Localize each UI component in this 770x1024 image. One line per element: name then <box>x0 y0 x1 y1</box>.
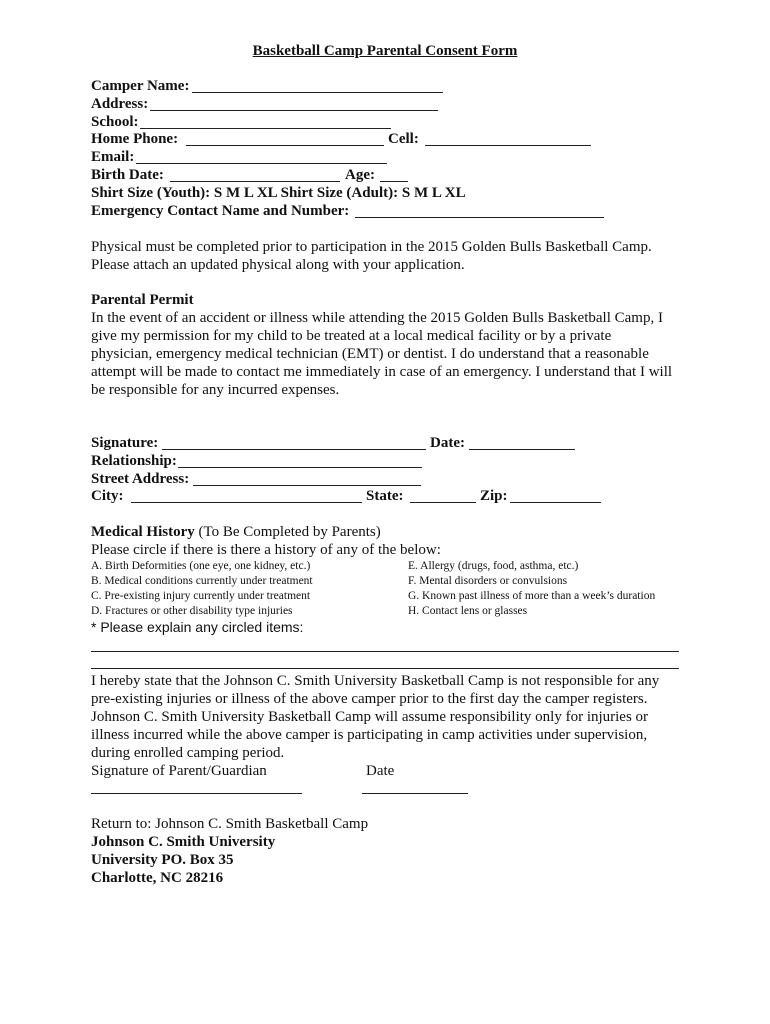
parental-permit-heading: Parental Permit <box>91 292 194 308</box>
physical-notice-line-2: Please attach an updated physical along with your application. <box>91 257 465 273</box>
medical-item-g[interactable]: G. Known past illness of more than a week’s duration <box>408 590 656 602</box>
relationship-line[interactable] <box>178 467 422 468</box>
home-phone-line[interactable] <box>186 145 384 146</box>
permit-text-line: be responsible for any incurred expenses. <box>91 382 340 398</box>
shirt-size-options[interactable]: Shirt Size (Youth): S M L XL Shirt Size (Adult): S M L XL <box>91 185 466 201</box>
release-text-line: illness incurred while the above camper is participating in camp activities under supervision, <box>91 727 648 743</box>
medical-history-heading: Medical History <box>91 524 195 540</box>
signature-line[interactable] <box>162 449 426 450</box>
permit-text-line: give my permission for my child to be treated at a local medical facility or by a private <box>91 328 612 344</box>
explain-line-1[interactable] <box>91 651 679 652</box>
permit-text-line: In the event of an accident or illness while attending the 2015 Golden Bulls Basketball Camp, I <box>91 310 663 326</box>
camper-name-line[interactable] <box>192 92 443 93</box>
address-label: Address: <box>91 96 149 112</box>
age-label: Age: <box>345 167 375 183</box>
email-line[interactable] <box>136 163 387 164</box>
city-line[interactable] <box>131 502 362 503</box>
permit-text-line: attempt will be made to contact me immediately in case of an emergency. I understand that I will <box>91 364 673 380</box>
relationship-label: Relationship: <box>91 453 177 469</box>
guardian-signature-line[interactable] <box>91 793 302 794</box>
medical-item-d[interactable]: D. Fractures or other disability type injuries <box>91 605 293 617</box>
city-label: City: <box>91 488 124 504</box>
state-label: State: <box>366 488 404 504</box>
date-label: Date: <box>430 435 465 451</box>
cell-label: Cell: <box>388 131 419 147</box>
age-line[interactable] <box>380 181 408 182</box>
medical-item-e[interactable]: E. Allergy (drugs, food, asthma, etc.) <box>408 560 579 572</box>
release-text-line: pre-existing injuries or illness of the above camper prior to the first day the camper registers. <box>91 691 648 707</box>
school-line[interactable] <box>140 128 391 129</box>
medical-history-instruction: Please circle if there is there a history of any of the below: <box>91 542 441 558</box>
explain-line-2[interactable] <box>91 668 679 669</box>
return-to-intro: Return to: Johnson C. Smith Basketball Camp <box>91 816 369 832</box>
address-line[interactable] <box>150 110 438 111</box>
return-to-city: Charlotte, NC 28216 <box>91 870 224 886</box>
return-to-box: University PO. Box 35 <box>91 852 234 868</box>
cell-line[interactable] <box>425 145 591 146</box>
release-text-line: during enrolled camping period. <box>91 745 285 761</box>
birth-date-line[interactable] <box>170 181 340 182</box>
state-line[interactable] <box>410 502 476 503</box>
home-phone-label: Home Phone: <box>91 131 179 147</box>
form-title: Basketball Camp Parental Consent Form <box>252 43 518 59</box>
school-label: School: <box>91 114 139 130</box>
emergency-contact-line[interactable] <box>355 217 604 218</box>
date-line[interactable] <box>469 449 575 450</box>
medical-history-note: (To Be Completed by Parents) <box>194 524 381 540</box>
camper-name-label: Camper Name: <box>91 78 190 94</box>
release-text-line: Johnson C. Smith University Basketball Camp will assume responsibility only for injuries or <box>91 709 649 725</box>
zip-label: Zip: <box>480 488 508 504</box>
medical-item-f[interactable]: F. Mental disorders or convulsions <box>408 575 568 587</box>
medical-history-heading-row <box>91 523 381 541</box>
guardian-signature-label: Signature of Parent/Guardian <box>91 763 267 779</box>
emergency-contact-label: Emergency Contact Name and Number: <box>91 203 350 219</box>
permit-text-line: physician, emergency medical technician (EMT) or dentist. I do understand that a reasonable <box>91 346 649 362</box>
street-address-line[interactable] <box>193 485 421 486</box>
medical-item-c[interactable]: C. Pre-existing injury currently under treatment <box>91 590 311 602</box>
medical-item-b[interactable]: B. Medical conditions currently under treatment <box>91 575 313 587</box>
signature-label: Signature: <box>91 435 159 451</box>
release-text-line: I hereby state that the Johnson C. Smith University Basketball Camp is not responsible for any <box>91 673 660 689</box>
medical-item-a[interactable]: A. Birth Deformities (one eye, one kidney, etc.) <box>91 560 311 572</box>
physical-notice-line-1: Physical must be completed prior to participation in the 2015 Golden Bulls Basketball Camp. <box>91 239 652 255</box>
explain-circled-label: * Please explain any circled items: <box>91 619 304 635</box>
zip-line[interactable] <box>510 502 601 503</box>
guardian-date-label: Date <box>366 763 395 779</box>
birth-date-label: Birth Date: <box>91 167 164 183</box>
street-address-label: Street Address: <box>91 471 190 487</box>
email-label: Email: <box>91 149 135 165</box>
guardian-date-line[interactable] <box>362 793 468 794</box>
medical-item-h[interactable]: H. Contact lens or glasses <box>408 605 528 617</box>
return-to-name: Johnson C. Smith University <box>91 834 276 850</box>
